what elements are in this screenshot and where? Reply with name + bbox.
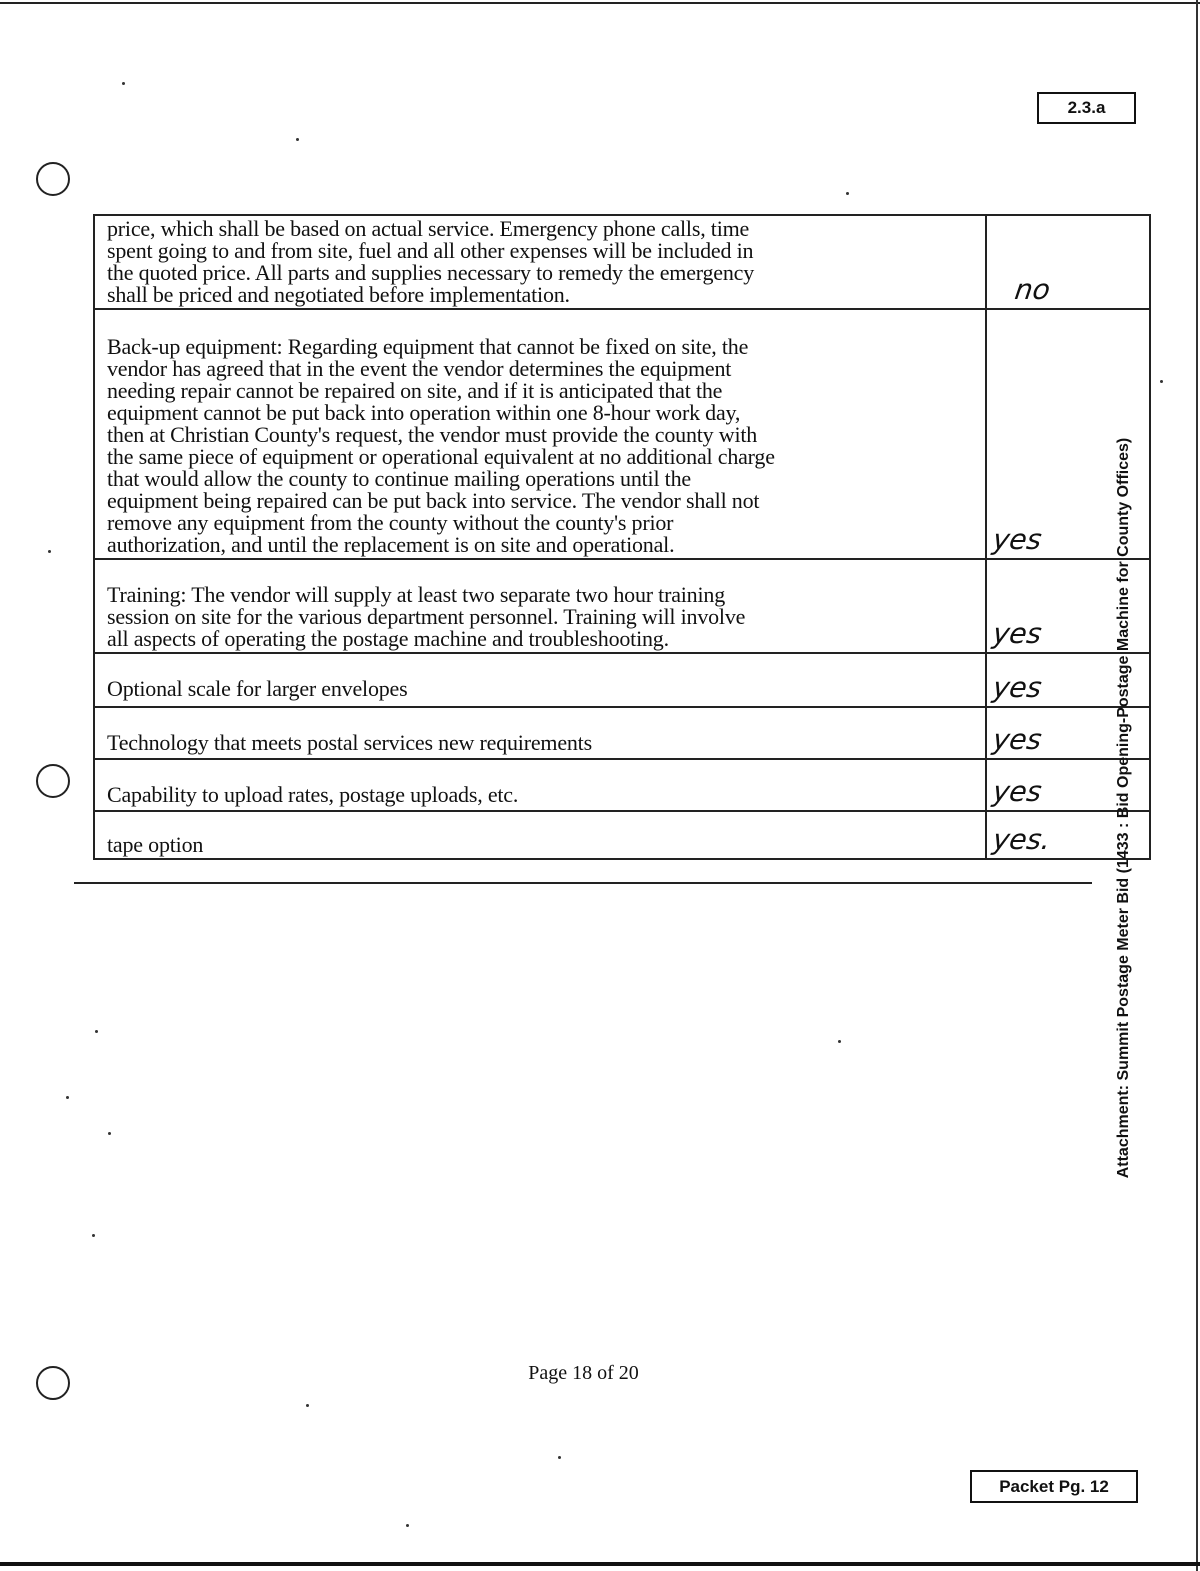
packet-page-box: Packet Pg. 12: [970, 1470, 1138, 1503]
text-line: equipment being repaired can be put back into service. The vendor shall not: [107, 488, 760, 513]
requirement-description: [94, 653, 986, 707]
answer-text: yes: [990, 723, 1044, 756]
text-line: Technology that meets postal services new requirements: [107, 730, 592, 755]
text-line: Training: The vendor will supply at least two separate two hour training: [107, 582, 725, 607]
text-line: all aspects of operating the postage machine and troubleshooting.: [107, 626, 669, 651]
scan-speck: [122, 82, 125, 85]
text-line: session on site for the various department personnel. Training will involve: [107, 604, 746, 629]
requirement-description: [94, 811, 986, 859]
right-border-rule: [1196, 0, 1198, 1571]
answer-text: yes: [990, 775, 1044, 808]
text-line: price, which shall be based on actual service. Emergency phone calls, time: [107, 216, 750, 241]
text-line: needing repair cannot be repaired on site, and if it is anticipated that the: [107, 378, 723, 403]
scan-speck: [306, 1404, 309, 1407]
answer-text: no: [1012, 273, 1053, 306]
answer-text: yes.: [990, 823, 1053, 856]
page-number: Page 18 of 20: [528, 1362, 639, 1384]
scan-speck: [1160, 380, 1163, 383]
text-line: shall be priced and negotiated before implementation.: [107, 282, 570, 307]
table-row: [94, 811, 1150, 859]
requirement-description: [94, 759, 986, 811]
scan-speck: [48, 550, 51, 553]
text-line: tape option: [107, 832, 204, 857]
scan-speck: [92, 1234, 95, 1237]
requirement-description: [94, 559, 986, 653]
requirement-description: [94, 707, 986, 759]
section-code-box: 2.3.a: [1037, 92, 1136, 124]
text-line: Capability to upload rates, postage uploads, etc.: [107, 782, 519, 807]
text-line: Optional scale for larger envelopes: [107, 676, 408, 701]
punch-hole-middle: [36, 764, 70, 798]
requirements-table: [93, 214, 1151, 860]
requirement-description: [94, 309, 986, 559]
text-line: equipment cannot be put back into operation within one 8-hour work day,: [107, 400, 741, 425]
scan-speck: [95, 1030, 98, 1033]
text-line: vendor has agreed that in the event the vendor determines the equipment: [107, 356, 732, 381]
scan-speck: [406, 1524, 409, 1527]
table-row: [94, 309, 1150, 559]
attachment-margin-text: Attachment: Summit Postage Meter Bid (1433 : Bid Opening-Postage Machine for County Offices): [1115, 437, 1132, 1179]
answer-text: yes: [990, 617, 1044, 650]
scan-speck: [558, 1456, 561, 1459]
text-line: spent going to and from site, fuel and all other expenses will be included in: [107, 238, 754, 263]
text-line: the quoted price. All parts and supplies necessary to remedy the emergency: [107, 260, 755, 285]
text-line: then at Christian County's request, the vendor must provide the county with: [107, 422, 758, 447]
text-line: authorization, and until the replacement is on site and operational.: [107, 532, 675, 557]
handwritten-answer: [986, 215, 1150, 309]
table-row: [94, 707, 1150, 759]
top-border-rule: [0, 2, 1200, 4]
requirement-description: [94, 215, 986, 309]
scan-speck: [296, 138, 299, 141]
answer-text: yes: [990, 523, 1044, 556]
text-line: remove any equipment from the county without the county's prior: [107, 510, 674, 535]
text-line: Back-up equipment: Regarding equipment that cannot be fixed on site, the: [107, 334, 749, 359]
table-row: [94, 653, 1150, 707]
horizontal-separator: [74, 882, 1092, 884]
scan-speck: [838, 1040, 841, 1043]
answer-text: yes: [990, 671, 1044, 704]
punch-hole-top: [36, 162, 70, 196]
scan-speck: [66, 1096, 69, 1099]
scan-speck: [846, 192, 849, 195]
text-line: the same piece of equipment or operational equivalent at no additional charge: [107, 444, 775, 469]
table-row: [94, 559, 1150, 653]
text-line: that would allow the county to continue mailing operations until the: [107, 466, 691, 491]
bottom-border-rule: [0, 1562, 1200, 1566]
table-row: [94, 215, 1150, 309]
table-row: [94, 759, 1150, 811]
scan-speck: [108, 1132, 111, 1135]
